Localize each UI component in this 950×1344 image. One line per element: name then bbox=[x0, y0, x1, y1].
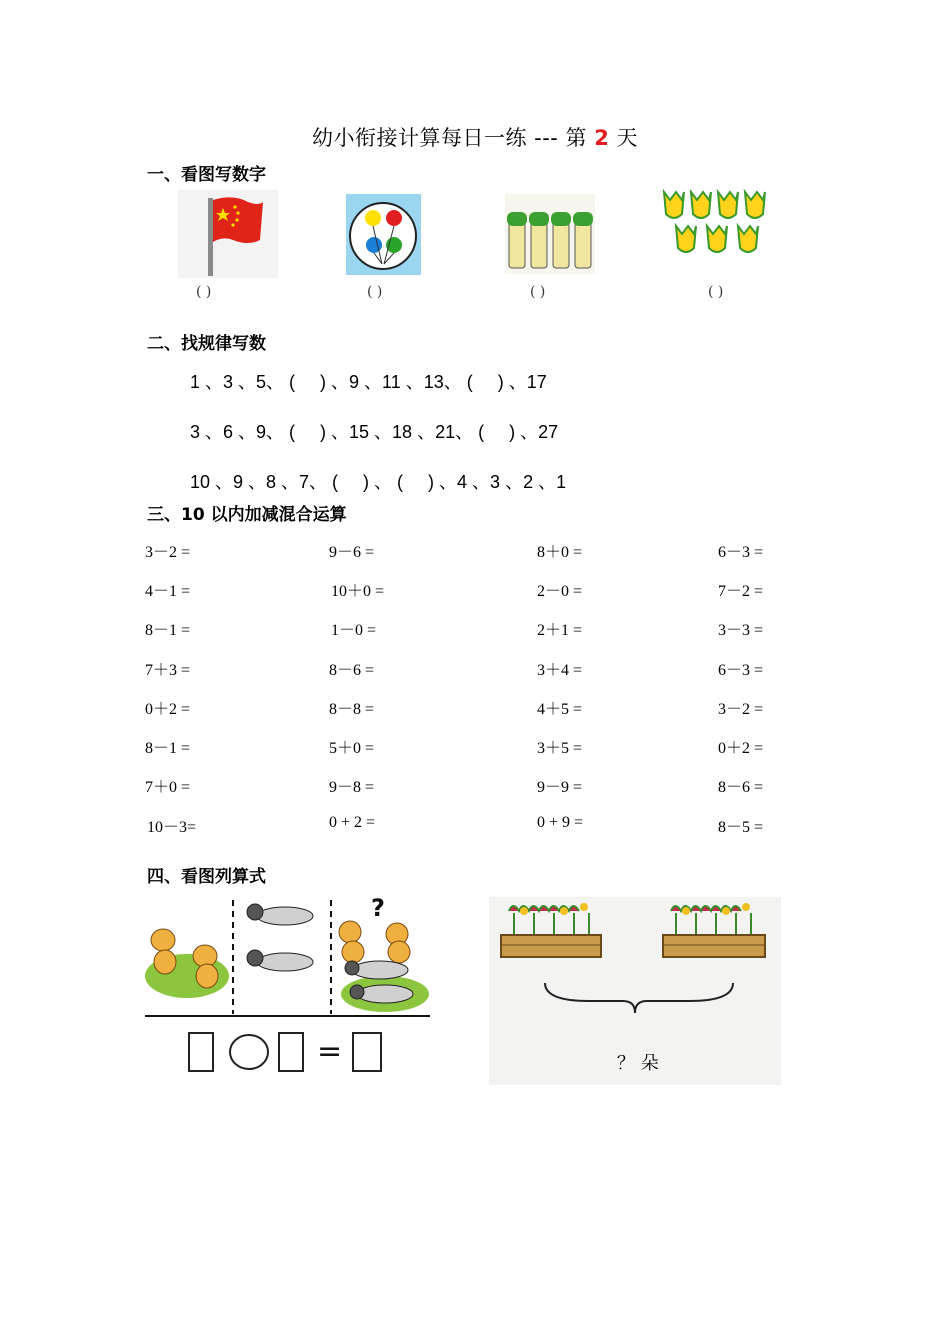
equation: 4－1 = bbox=[145, 583, 191, 600]
flower-question-label: ？ 朵 bbox=[617, 1053, 659, 1074]
title-day-number: 2 bbox=[594, 126, 610, 150]
equation: 7－2 = bbox=[718, 583, 764, 600]
equation: 0＋2 = bbox=[718, 740, 764, 757]
sequence-row-2: 3 、6 、9、 ( ) 、15 、18 、21、 ( ) 、27 bbox=[190, 422, 559, 442]
title-prefix: 幼小衔接计算每日一练 --- 第 bbox=[311, 126, 595, 150]
flowers-picture bbox=[489, 897, 781, 1085]
equation: 3＋4 = bbox=[537, 662, 583, 679]
equation: 1－0 = bbox=[331, 622, 377, 639]
equation: 8－1 = bbox=[145, 740, 191, 757]
equation: 0＋2 = bbox=[145, 701, 191, 718]
answer-blank-pens[interactable]: ( ) bbox=[530, 284, 546, 300]
pens-picture bbox=[505, 194, 595, 274]
equation: 6－3 = bbox=[718, 662, 764, 679]
equation: 0 + 9 = bbox=[537, 814, 584, 831]
sequence-row-3: 10 、9 、8 、7、 ( ) 、 ( ) 、4 、3 、2 、1 bbox=[190, 472, 567, 492]
equation: 9－6 = bbox=[329, 544, 375, 561]
balloons-picture bbox=[346, 194, 421, 275]
equation: 8－6 = bbox=[329, 662, 375, 679]
equation: 10－3= bbox=[147, 819, 197, 836]
answer-blank-balloons[interactable]: ( ) bbox=[367, 284, 383, 300]
equation: 8－8 = bbox=[329, 701, 375, 718]
tulips-picture bbox=[660, 188, 774, 260]
equation: 4＋5 = bbox=[537, 701, 583, 718]
equation: 9－8 = bbox=[329, 779, 375, 796]
equation: 8－6 = bbox=[718, 779, 764, 796]
equation: 2＋1 = bbox=[537, 622, 583, 639]
answer-blank-tulips[interactable]: ( ) bbox=[708, 284, 724, 300]
equation: 5＋0 = bbox=[329, 740, 375, 757]
dog-question-mark: ? bbox=[371, 896, 385, 922]
equation: 3＋5 = bbox=[537, 740, 583, 757]
section-4-heading: 四、看图列算式 bbox=[147, 867, 266, 887]
equals-sign: = bbox=[317, 1034, 343, 1069]
equation: 3－2 = bbox=[718, 701, 764, 718]
answer-blank-flag[interactable]: ( ) bbox=[196, 284, 212, 300]
flag-picture bbox=[178, 190, 278, 278]
equation: 7＋3 = bbox=[145, 662, 191, 679]
equation: 0 + 2 = bbox=[329, 814, 376, 831]
equation: 8－1 = bbox=[145, 622, 191, 639]
equation: 3－2 = bbox=[145, 544, 191, 561]
equation: 9－9 = bbox=[537, 779, 583, 796]
title-suffix: 天 bbox=[609, 126, 639, 150]
equation: 8－5 = bbox=[718, 819, 764, 836]
equation: 8＋0 = bbox=[537, 544, 583, 561]
section-1-heading: 一、看图写数字 bbox=[147, 165, 266, 185]
equation: 2－0 = bbox=[537, 583, 583, 600]
equation: 3－3 = bbox=[718, 622, 764, 639]
equation: 10＋0 = bbox=[331, 583, 385, 600]
sequence-row-1: 1 、3 、5、 ( ) 、9 、11 、13、 ( ) 、17 bbox=[190, 372, 547, 392]
section-3-heading: 三、10 以内加减混合运算 bbox=[147, 505, 347, 525]
page-title bbox=[0, 122, 950, 152]
equation: 7＋0 = bbox=[145, 779, 191, 796]
section-2-heading: 二、找规律写数 bbox=[147, 334, 266, 354]
dogs-picture bbox=[145, 896, 430, 1076]
equation: 6－3 = bbox=[718, 544, 764, 561]
